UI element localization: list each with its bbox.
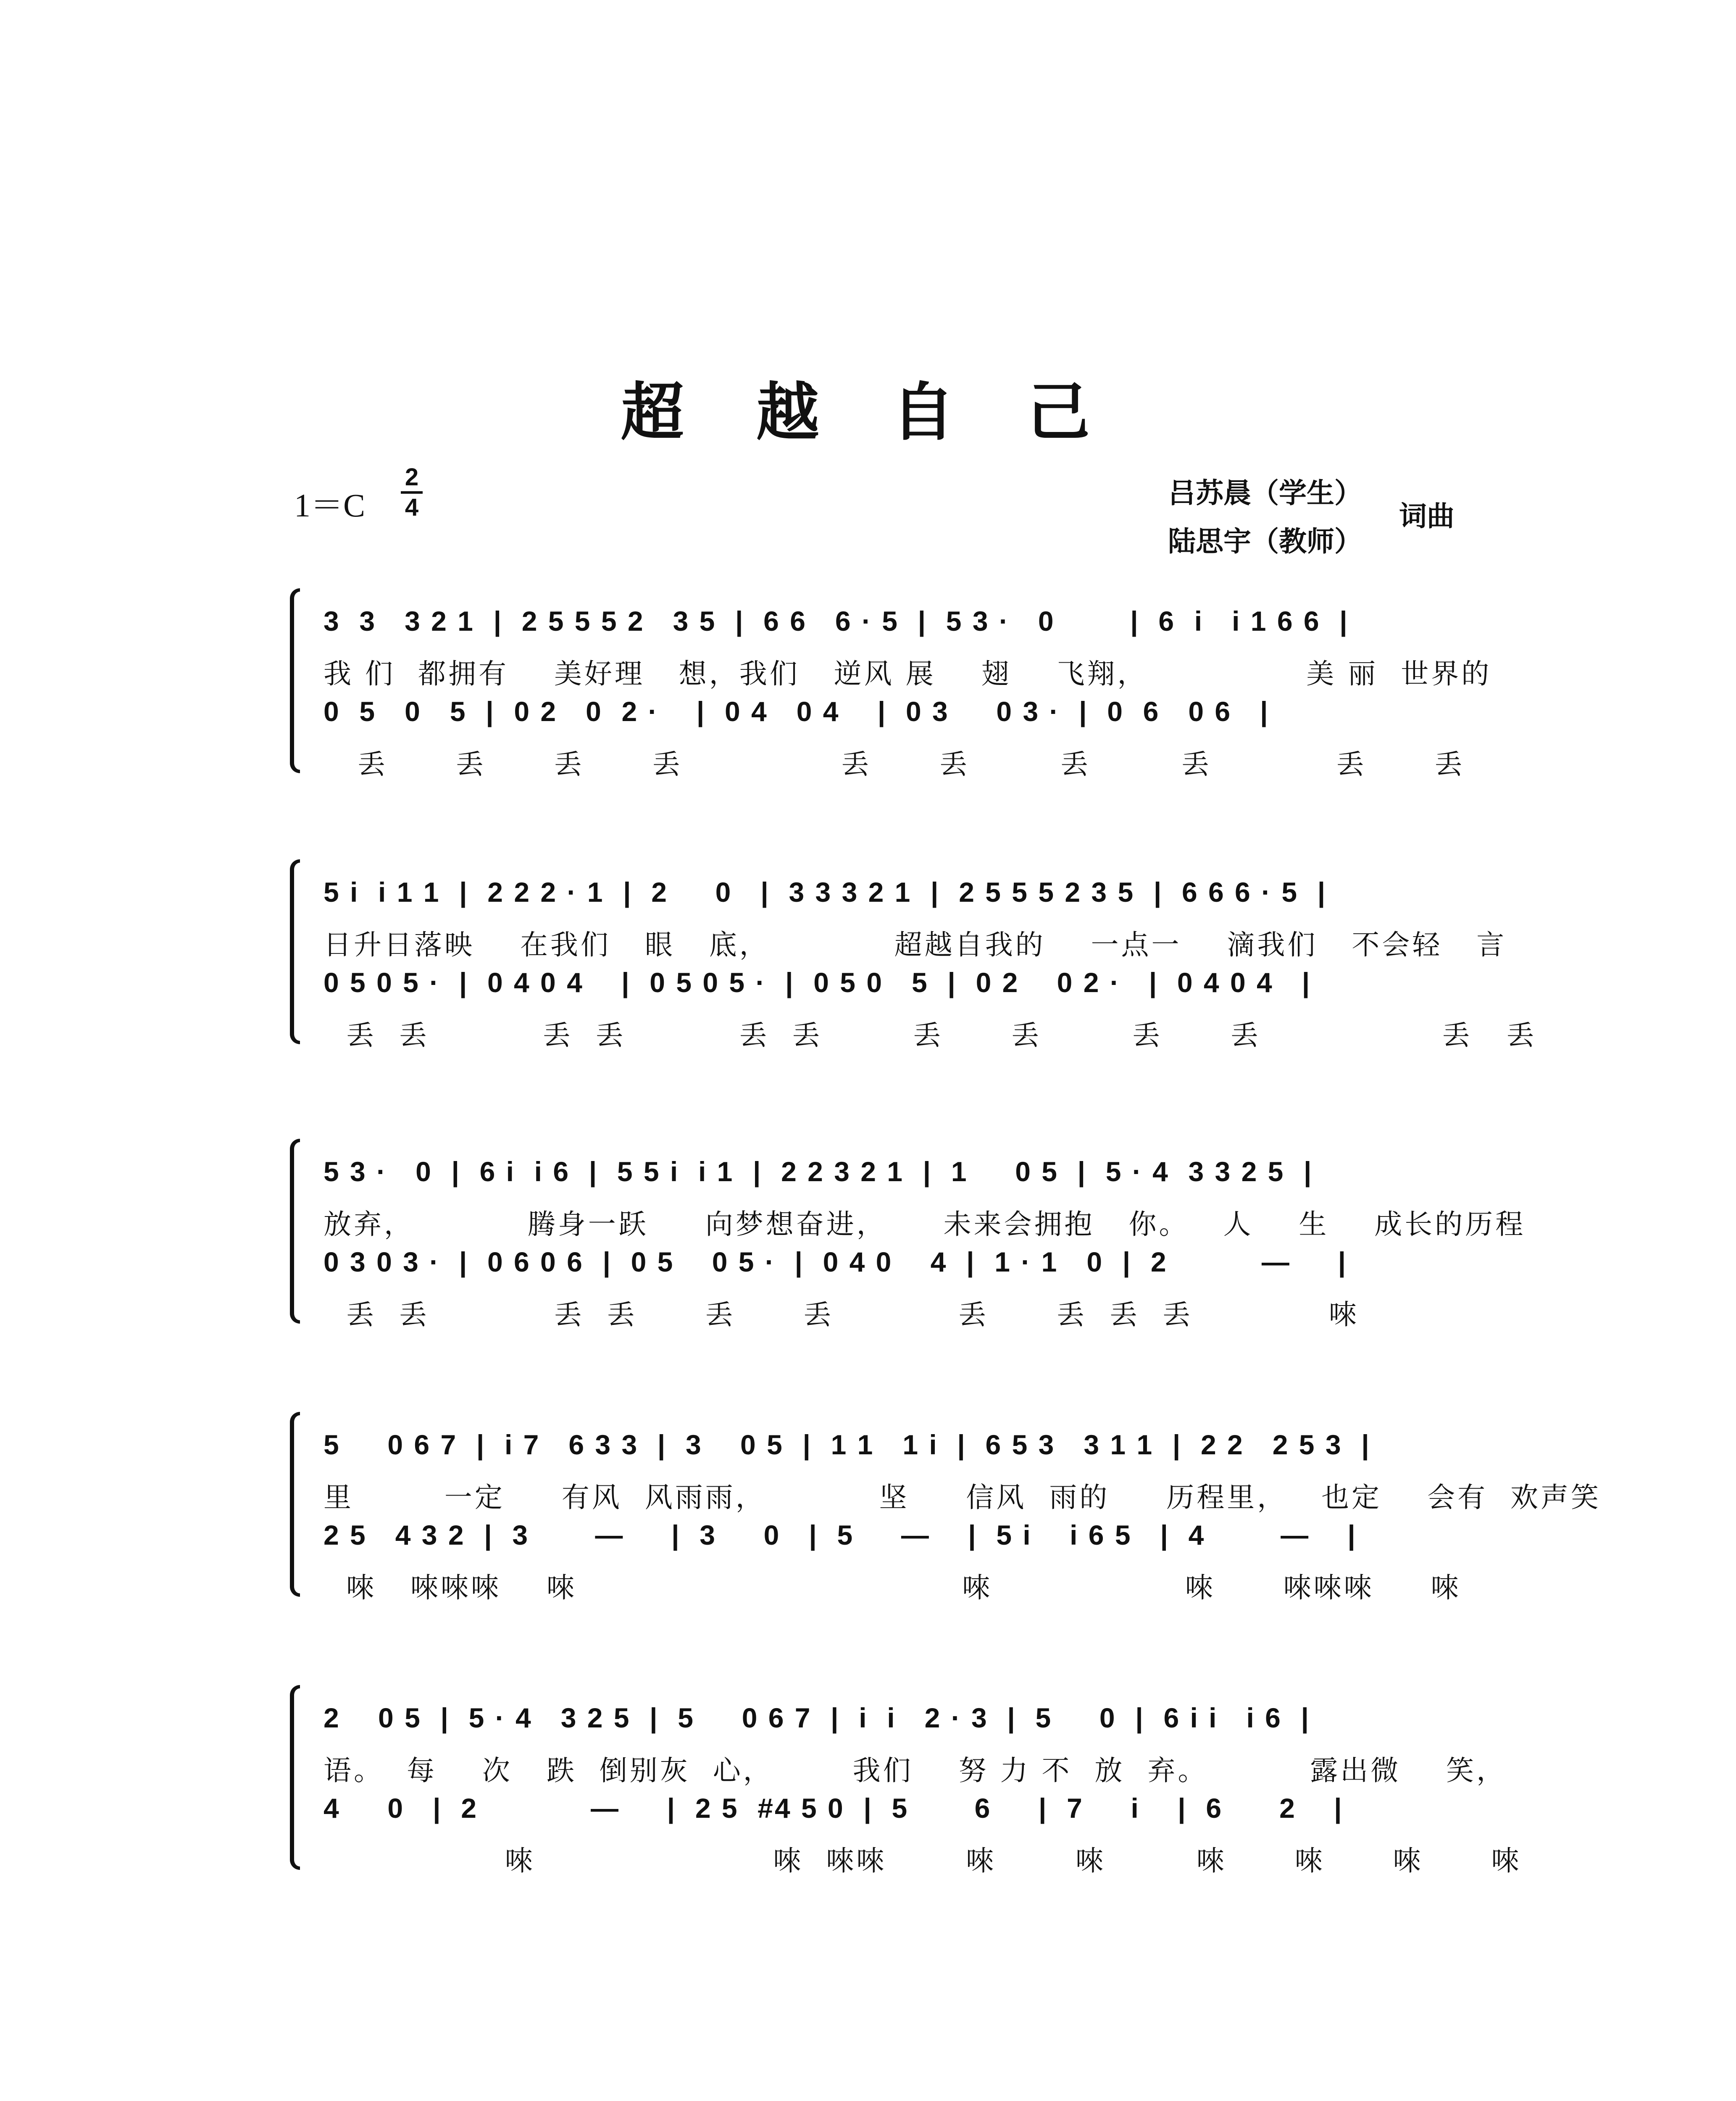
system-brace [290,1685,300,1870]
melody-notes: 5 i i 1 1 | 2 2 2 · 1 | 2 0 | 3 3 3 2 1 | 2 5 5 5 2 3 5 | 6 6 6 · 5 | [324,877,1327,908]
credit-author-2: 陆思宇（教师） [1168,525,1362,558]
melody-lyrics: 里 一定 有风 风雨雨， 坚 信风 雨的 历程里， 也定 会有 欢声笑 [324,1481,1602,1514]
melody-lyrics: 日升日落映 在我们 眼 底， 超越自我的 一点一 滴我们 不会轻 言 [324,929,1507,961]
melody-lyrics: 语。 每 次 跌 倒别灰 心， 我们 努 力 不 放 弃。 露出微 笑， [324,1754,1507,1787]
credit-author-1: 吕苏晨（学生） [1168,477,1362,509]
score-system-5 [290,1685,1522,1877]
harmony-lyrics: 丢 丢 丢 丢 丢 丢 丢 丢 丢 丢 [324,748,1465,780]
key-signature: 1＝C [294,487,366,524]
harmony-notes: 4 0 | 2 — | 2 5 #4 5 0 | 5 6 | 7 i | 6 2 | [324,1793,1344,1824]
system-brace [290,1412,300,1597]
melody-notes: 5 0 6 7 | i 7 6 3 3 | 3 0 5 | 1 1 1 i | 6 5 3 3 1 1 | 2 2 2 5 3 | [324,1429,1371,1460]
melody-notes: 2 0 5 | 5 · 4 3 2 5 | 5 0 6 7 | i i 2 · 3 | 5 0 | 6 i i i 6 | [324,1702,1311,1733]
harmony-notes: 0 5 0 5 · | 0 4 0 4 | 0 5 0 5 · | 0 5 0 5 | 0 2 0 2 · | 0 4 0 4 | [324,967,1312,998]
melody-notes: 5 3 · 0 | 6 i i 6 | 5 5 i i 1 | 2 2 3 2 1 | 1 0 5 | 5 · 4 3 3 2 5 | [324,1156,1313,1187]
harmony-lyrics: 唻 唻 唻唻 唻 唻 唻 唻 唻 唻 [324,1845,1522,1877]
score-system-3 [290,1139,1526,1331]
harmony-notes: 0 3 0 3 · | 0 6 0 6 | 0 5 0 5 · | 0 4 0 4 | 1 · 1 0 | 2 — | [324,1246,1348,1277]
system-brace [290,1139,300,1324]
harmony-lyrics: 唻 唻唻唻 唻 唻 唻 唻唻唻 唻 [324,1572,1461,1604]
song-title: 超 越 自 己 [621,375,1115,449]
score-system-2 [290,859,1537,1051]
time-signature-top: 2 [405,463,419,491]
credit-role: 词曲 [1399,500,1455,532]
melody-notes: 3 3 3 2 1 | 2 5 5 5 2 3 5 | 6 6 6 · 5 | 5 3 · 0 | 6 i i 1 6 6 | [324,606,1349,637]
score-system-4 [290,1412,1602,1604]
melody-lyrics: 放弃， 腾身一跃 向梦想奋进， 未来会拥抱 你。 人 生 成长的历程 [324,1208,1526,1240]
score-system-1 [290,588,1492,780]
time-signature [399,464,424,521]
melody-lyrics: 我 们 都拥有 美好理 想，我们 逆风 展 翅 飞翔， 美 丽 世界的 [324,658,1492,690]
system-brace [290,859,300,1044]
harmony-lyrics: 丢 丢 丢 丢 丢 丢 丢 丢 丢 丢 唻 [324,1298,1359,1331]
time-signature-bottom: 4 [405,494,419,521]
harmony-notes: 2 5 4 3 2 | 3 — | 3 0 | 5 — | 5 i i 6 5 | 4 — | [324,1519,1357,1551]
harmony-notes: 0 5 0 5 | 0 2 0 2 · | 0 4 0 4 | 0 3 0 3 · | 0 6 0 6 | [324,696,1270,727]
harmony-lyrics: 丢 丢 丢 丢 丢 丢 丢 丢 丢 丢 丢 丢 [324,1019,1537,1051]
system-brace [290,588,300,773]
